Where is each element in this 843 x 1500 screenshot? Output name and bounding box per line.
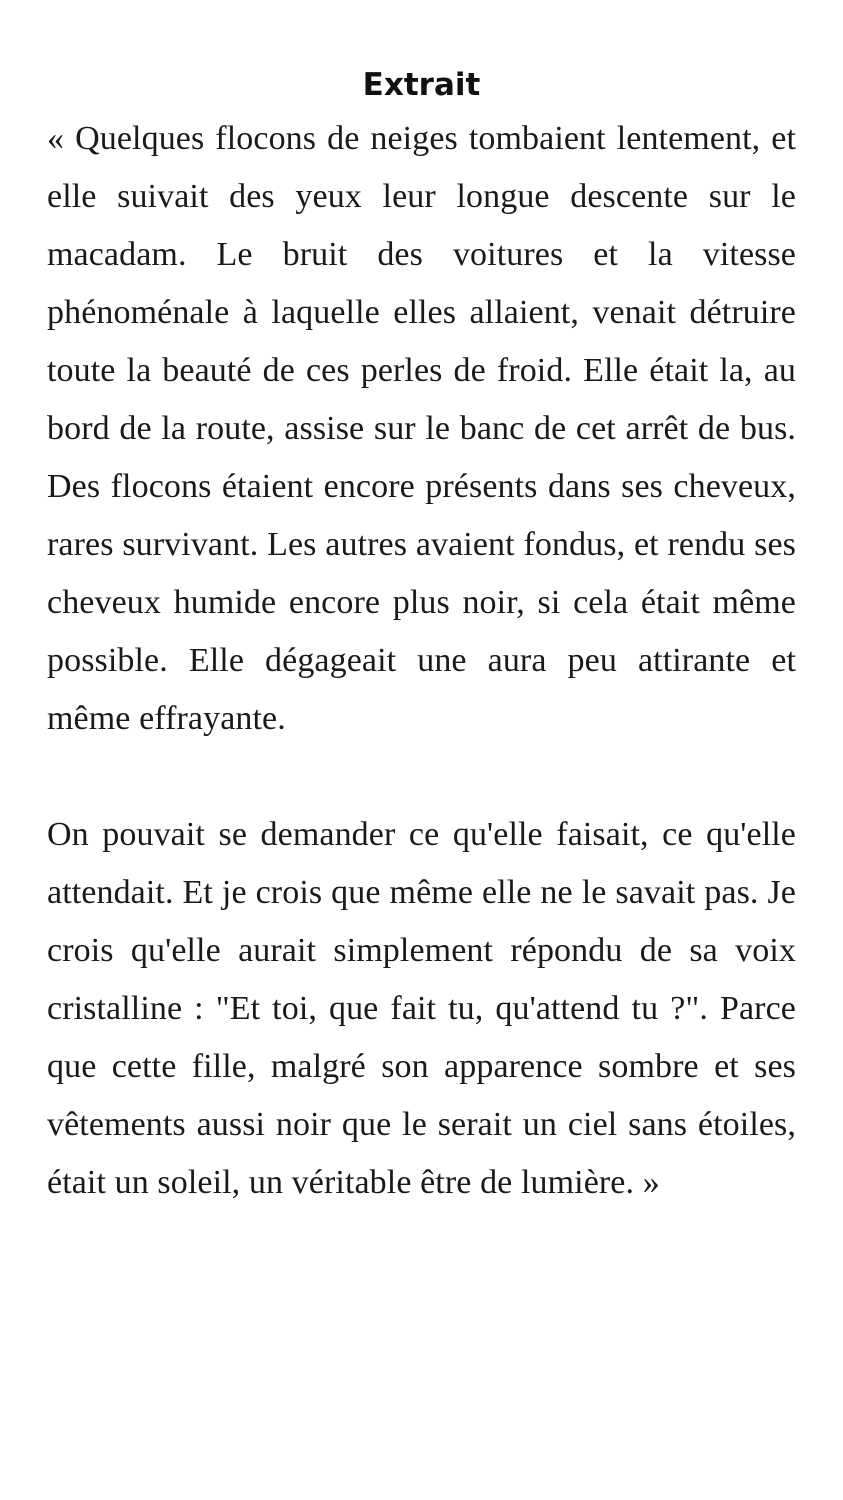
- excerpt-paragraph-1: « Quelques flocons de neiges tombaient lentement, et elle suivait des yeux leur longue descente sur le macadam. Le bruit des voitures et la vitesse phénoménale à laquelle elles allaient, venait détruire toute la beauté de ces perles de froid. Elle était la, au bord de la route, assise sur le banc de cet arrêt de bus. Des flocons étaient encore présents dans ses cheveux, rares survivant. Les autres avaient fondus, et rendu ses cheveux humide encore plus noir, si cela était même possible. Elle dégageait une aura peu attirante et même effrayante.: [47, 120, 796, 737]
- paragraph-spacer: [47, 748, 796, 806]
- excerpt-paragraph-2: On pouvait se demander ce qu'elle faisait, ce qu'elle attendait. Et je crois que même elle ne le savait pas. Je crois qu'elle aurait simplement répondu de sa voix cristalline : "Et toi, que fait tu, qu'attend tu ?". Parce que cette fille, malgré son apparence sombre et ses vêtements aussi noir que le serait un ciel sans étoiles, était un soleil, un véritable être de lumière. »: [47, 816, 796, 1201]
- excerpt-title: Extrait: [362, 67, 481, 103]
